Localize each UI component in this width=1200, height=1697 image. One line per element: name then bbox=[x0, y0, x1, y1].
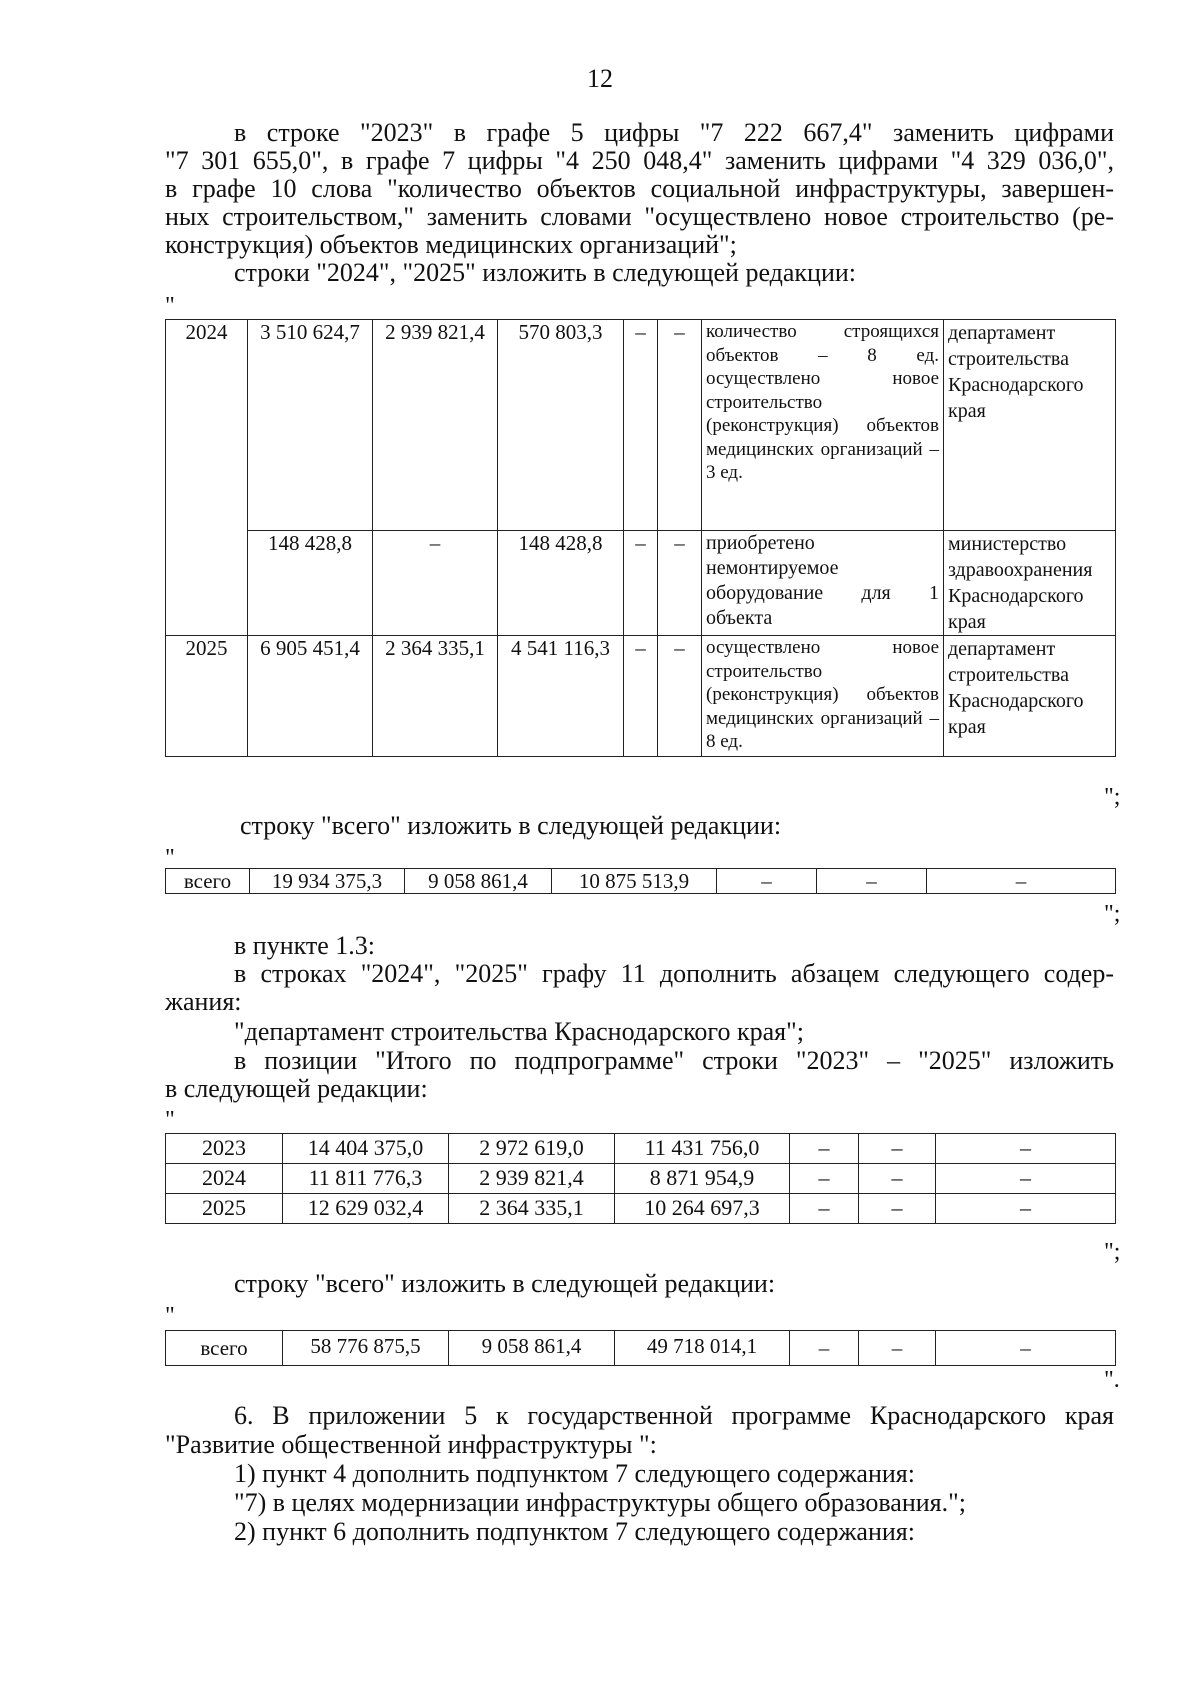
value-cell: 148 428,8 bbox=[498, 531, 624, 636]
intro-line-6: строки "2024", "2025" изложить в следующей редакции: bbox=[234, 258, 857, 287]
value-cell: 4 541 116,3 bbox=[498, 636, 624, 757]
year-cell: 2024 bbox=[166, 320, 248, 636]
section6-line-1: 6. В приложении 5 к государственной программе Краснодарского края bbox=[234, 1401, 1114, 1430]
close-quote-4: ". bbox=[1104, 1367, 1120, 1393]
value-cell: 2 972 619,0 bbox=[449, 1134, 615, 1164]
value-cell: – bbox=[373, 531, 498, 636]
table-row bbox=[166, 531, 1116, 636]
p13-line-5: в позиции "Итого по подпрограмме" строки "2023" – "2025" изложить bbox=[234, 1046, 1114, 1075]
dash-cell: – bbox=[717, 869, 817, 894]
total-label-cell: всего bbox=[166, 1331, 283, 1366]
table-row bbox=[166, 1194, 1116, 1224]
intro-line-1: в строке "2023" в графе 5 цифры "7 222 667,4" заменить цифрами bbox=[234, 118, 1114, 147]
section6-line-4: "7) в целях модернизации инфраструктуры общего образования."; bbox=[234, 1488, 966, 1517]
year-cell: 2025 bbox=[166, 636, 248, 757]
p13-line-1: в пункте 1.3: bbox=[234, 931, 376, 960]
close-quote-2: "; bbox=[1104, 901, 1121, 927]
value-cell: 2 364 335,1 bbox=[449, 1194, 615, 1224]
year-cell: 2024 bbox=[166, 1164, 283, 1194]
table-total-row-1 bbox=[165, 868, 1116, 894]
value-cell: 8 871 954,9 bbox=[615, 1164, 790, 1194]
dash-cell: – bbox=[790, 1194, 859, 1224]
table-total-row-2 bbox=[165, 1330, 1116, 1366]
dash-cell: – bbox=[658, 636, 702, 757]
year-cell: 2023 bbox=[166, 1134, 283, 1164]
dash-cell: – bbox=[817, 869, 927, 894]
dash-cell: – bbox=[936, 1194, 1116, 1224]
value-cell: 49 718 014,1 bbox=[615, 1331, 790, 1366]
intro-line-3: в графе 10 слова "количество объектов социальной инфраструктуры, завершен- bbox=[165, 174, 1114, 203]
dash-cell: – bbox=[936, 1134, 1116, 1164]
p13-line-4: "департамент строительства Краснодарского края"; bbox=[234, 1017, 804, 1046]
dash-cell: – bbox=[859, 1164, 936, 1194]
responsible-org-cell: департамент строительства Краснодарского края bbox=[944, 320, 1116, 531]
result-description-cell: осуществлено новое строительство (реконструкция) объектов медицинских организаций – 8 ед. bbox=[702, 636, 944, 757]
dash-cell: – bbox=[927, 869, 1116, 894]
dash-cell: – bbox=[790, 1134, 859, 1164]
total-cell: 58 776 875,5 bbox=[283, 1331, 449, 1366]
value-cell: 9 058 861,4 bbox=[405, 869, 552, 894]
dash-cell: – bbox=[936, 1164, 1116, 1194]
dash-cell: – bbox=[859, 1134, 936, 1164]
vsego-intro-1: строку "всего" изложить в следующей редакции: bbox=[240, 811, 782, 840]
total-cell: 11 811 776,3 bbox=[283, 1164, 449, 1194]
dash-cell: – bbox=[859, 1331, 936, 1366]
result-description-cell: приобретено немонтируемое оборудование для 1 объекта bbox=[702, 531, 944, 636]
close-quote-3: "; bbox=[1104, 1239, 1121, 1265]
open-quote-4: " bbox=[165, 1303, 175, 1329]
total-cell: 3 510 624,7 bbox=[248, 320, 373, 531]
dash-cell: – bbox=[859, 1194, 936, 1224]
value-cell: 10 875 513,9 bbox=[552, 869, 717, 894]
dash-cell: – bbox=[658, 320, 702, 531]
table-row bbox=[166, 320, 1116, 531]
dash-cell: – bbox=[624, 531, 658, 636]
section6-line-5: 2) пункт 6 дополнить подпунктом 7 следующего содержания: bbox=[234, 1517, 915, 1546]
table-row bbox=[166, 1331, 1116, 1366]
year-cell: 2025 bbox=[166, 1194, 283, 1224]
dash-cell: – bbox=[658, 531, 702, 636]
page-number: 12 bbox=[587, 64, 613, 93]
value-cell: 9 058 861,4 bbox=[449, 1331, 615, 1366]
total-cell: 6 905 451,4 bbox=[248, 636, 373, 757]
section6-line-2: "Развитие общественной инфраструктуры ": bbox=[165, 1430, 657, 1459]
open-quote-2: " bbox=[165, 845, 175, 871]
intro-line-4: ных строительством," заменить словами "осуществлено новое строительство (ре- bbox=[165, 202, 1114, 231]
dash-cell: – bbox=[936, 1331, 1116, 1366]
table-itogo-2023-2025 bbox=[165, 1133, 1116, 1224]
table-rows-2024-2025 bbox=[165, 319, 1116, 757]
total-cell: 19 934 375,3 bbox=[250, 869, 405, 894]
responsible-org-cell: министерство здравоохранения Краснодарского края bbox=[944, 531, 1116, 636]
open-quote-3: " bbox=[165, 1107, 175, 1133]
open-quote-1: " bbox=[165, 293, 175, 319]
result-description-cell: количество строящихся объектов – 8 ед. осуществлено новое строительство (реконструкция) объектов медицинских организаций – 3 ед. bbox=[702, 320, 944, 531]
value-cell: 11 431 756,0 bbox=[615, 1134, 790, 1164]
p13-line-6: в следующей редакции: bbox=[165, 1074, 428, 1103]
intro-line-5: конструкция) объектов медицинских организаций"; bbox=[165, 230, 737, 259]
dash-cell: – bbox=[790, 1331, 859, 1366]
responsible-org-cell: департамент строительства Краснодарского края bbox=[944, 636, 1116, 757]
value-cell: 2 364 335,1 bbox=[373, 636, 498, 757]
dash-cell: – bbox=[624, 320, 658, 531]
dash-cell: – bbox=[624, 636, 658, 757]
table-row bbox=[166, 636, 1116, 757]
section6-line-3: 1) пункт 4 дополнить подпунктом 7 следующего содержания: bbox=[234, 1459, 915, 1488]
total-label-cell: всего bbox=[166, 869, 250, 894]
table-row bbox=[166, 1164, 1116, 1194]
dash-cell: – bbox=[790, 1164, 859, 1194]
p13-line-3: жания: bbox=[165, 987, 242, 1016]
total-cell: 12 629 032,4 bbox=[283, 1194, 449, 1224]
close-quote-1: "; bbox=[1104, 784, 1121, 810]
table-row bbox=[166, 869, 1116, 894]
total-cell: 14 404 375,0 bbox=[283, 1134, 449, 1164]
vsego-intro-2: строку "всего" изложить в следующей редакции: bbox=[234, 1269, 776, 1298]
value-cell: 2 939 821,4 bbox=[373, 320, 498, 531]
total-cell: 148 428,8 bbox=[248, 531, 373, 636]
value-cell: 2 939 821,4 bbox=[449, 1164, 615, 1194]
intro-line-2: "7 301 655,0", в графе 7 цифры "4 250 048,4" заменить цифрами "4 329 036,0", bbox=[165, 146, 1114, 175]
value-cell: 570 803,3 bbox=[498, 320, 624, 531]
p13-line-2: в строках "2024", "2025" графу 11 дополнить абзацем следующего содер- bbox=[234, 959, 1114, 988]
value-cell: 10 264 697,3 bbox=[615, 1194, 790, 1224]
table-row bbox=[166, 1134, 1116, 1164]
